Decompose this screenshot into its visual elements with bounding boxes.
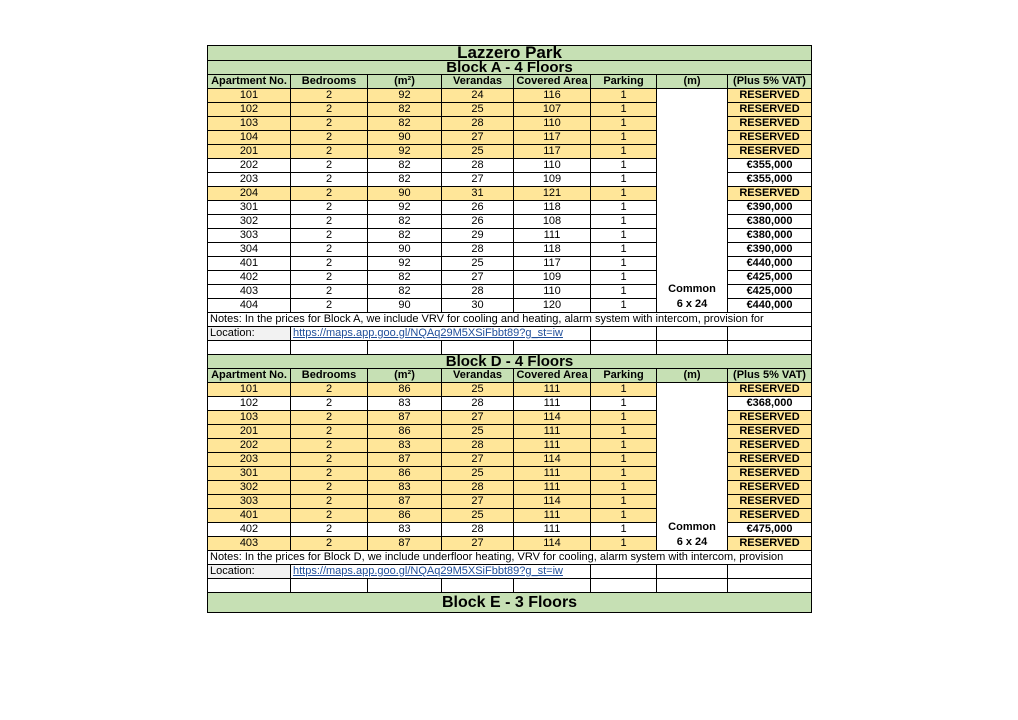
parking-type-label: Common xyxy=(668,521,716,533)
empty-cell xyxy=(591,327,657,341)
bedrooms-cell: 2 xyxy=(291,159,368,173)
empty-cell xyxy=(291,341,368,355)
area-cell: 86 xyxy=(368,509,442,523)
price-cell: RESERVED xyxy=(728,117,812,131)
covered-area-cell: 109 xyxy=(514,271,591,285)
area-header: (m²) xyxy=(368,369,442,383)
area-cell: 86 xyxy=(368,383,442,397)
covered-area-cell: 114 xyxy=(514,411,591,425)
empty-cell xyxy=(514,341,591,355)
verandas-cell: 27 xyxy=(442,271,514,285)
notes-text: Notes: In the prices for Block A, we include VRV for cooling and heating, alarm system with intercom, provision for xyxy=(208,313,812,327)
verandas-cell: 28 xyxy=(442,243,514,257)
price-cell: RESERVED xyxy=(728,439,812,453)
bedrooms-cell: 2 xyxy=(291,509,368,523)
price-cell: RESERVED xyxy=(728,131,812,145)
parking-cell: 1 xyxy=(591,187,657,201)
bedrooms-cell: 2 xyxy=(291,201,368,215)
apartment-no-cell: 301 xyxy=(208,201,291,215)
bedrooms-cell: 2 xyxy=(291,257,368,271)
covered-area-cell: 111 xyxy=(514,439,591,453)
location-link-cell xyxy=(291,327,591,341)
price-cell: €390,000 xyxy=(728,201,812,215)
empty-cell xyxy=(442,579,514,593)
parking-size-label: 6 x 24 xyxy=(676,536,708,548)
empty-cell xyxy=(208,579,291,593)
empty-cell xyxy=(728,327,812,341)
price-cell: RESERVED xyxy=(728,89,812,103)
covered-area-cell: 111 xyxy=(514,397,591,411)
covered-area-cell: 109 xyxy=(514,173,591,187)
covered-area-cell: 110 xyxy=(514,159,591,173)
location-label: Location: xyxy=(208,327,291,341)
area-cell: 87 xyxy=(368,411,442,425)
price-cell: €440,000 xyxy=(728,257,812,271)
parking-cell: 1 xyxy=(591,229,657,243)
bedrooms-header: Bedrooms xyxy=(291,75,368,89)
area-cell: 92 xyxy=(368,257,442,271)
apartment-no-cell: 103 xyxy=(208,411,291,425)
covered-area-cell: 111 xyxy=(514,509,591,523)
apartment-no-header: Apartment No. xyxy=(208,369,291,383)
apartment-no-cell: 201 xyxy=(208,145,291,159)
area-cell: 90 xyxy=(368,299,442,313)
column-header-row xyxy=(208,75,812,89)
covered-area-cell: 111 xyxy=(514,425,591,439)
area-cell: 90 xyxy=(368,187,442,201)
bedrooms-cell: 2 xyxy=(291,383,368,397)
verandas-cell: 27 xyxy=(442,453,514,467)
price-cell: €440,000 xyxy=(728,299,812,313)
bedrooms-cell: 2 xyxy=(291,145,368,159)
area-cell: 86 xyxy=(368,467,442,481)
covered-area-cell: 117 xyxy=(514,131,591,145)
blank-row xyxy=(208,579,812,593)
area-cell: 83 xyxy=(368,397,442,411)
empty-cell xyxy=(657,579,728,593)
empty-cell xyxy=(728,565,812,579)
price-cell: €425,000 xyxy=(728,285,812,299)
area-cell: 90 xyxy=(368,243,442,257)
apartment-no-cell: 402 xyxy=(208,523,291,537)
empty-cell xyxy=(657,341,728,355)
verandas-header: Verandas xyxy=(442,75,514,89)
bedrooms-cell: 2 xyxy=(291,495,368,509)
area-cell: 92 xyxy=(368,201,442,215)
verandas-cell: 27 xyxy=(442,411,514,425)
bedrooms-cell: 2 xyxy=(291,173,368,187)
area-cell: 86 xyxy=(368,425,442,439)
covered-area-cell: 117 xyxy=(514,145,591,159)
parking-cell: 1 xyxy=(591,131,657,145)
apartment-no-cell: 302 xyxy=(208,215,291,229)
bedrooms-cell: 2 xyxy=(291,425,368,439)
covered-area-cell: 111 xyxy=(514,523,591,537)
covered-area-cell: 117 xyxy=(514,257,591,271)
bedrooms-cell: 2 xyxy=(291,439,368,453)
area-cell: 90 xyxy=(368,131,442,145)
parking-cell: 1 xyxy=(591,243,657,257)
price-cell: €390,000 xyxy=(728,243,812,257)
empty-cell xyxy=(728,579,812,593)
verandas-cell: 29 xyxy=(442,229,514,243)
verandas-cell: 27 xyxy=(442,537,514,551)
apartment-no-cell: 203 xyxy=(208,453,291,467)
parking-cell: 1 xyxy=(591,285,657,299)
apartment-no-cell: 201 xyxy=(208,425,291,439)
empty-cell xyxy=(208,341,291,355)
apartment-no-cell: 204 xyxy=(208,187,291,201)
empty-cell xyxy=(657,565,728,579)
verandas-cell: 26 xyxy=(442,201,514,215)
price-header: (Plus 5% VAT) xyxy=(728,369,812,383)
parking-dimensions-cell xyxy=(657,383,728,551)
covered-area-cell: 118 xyxy=(514,243,591,257)
apartment-no-cell: 403 xyxy=(208,285,291,299)
parking-cell: 1 xyxy=(591,481,657,495)
covered-area-cell: 110 xyxy=(514,285,591,299)
empty-cell xyxy=(291,579,368,593)
parking-cell: 1 xyxy=(591,537,657,551)
parking-cell: 1 xyxy=(591,215,657,229)
area-cell: 83 xyxy=(368,481,442,495)
bedrooms-cell: 2 xyxy=(291,271,368,285)
covered-area-cell: 111 xyxy=(514,229,591,243)
price-cell: RESERVED xyxy=(728,481,812,495)
covered-area-cell: 110 xyxy=(514,117,591,131)
price-cell: €368,000 xyxy=(728,397,812,411)
bedrooms-cell: 2 xyxy=(291,103,368,117)
covered-area-cell: 121 xyxy=(514,187,591,201)
bedrooms-header: Bedrooms xyxy=(291,369,368,383)
apartment-no-cell: 102 xyxy=(208,103,291,117)
area-header: (m²) xyxy=(368,75,442,89)
apartment-no-cell: 104 xyxy=(208,131,291,145)
price-cell: RESERVED xyxy=(728,187,812,201)
price-cell: €355,000 xyxy=(728,173,812,187)
verandas-cell: 25 xyxy=(442,425,514,439)
empty-cell xyxy=(591,565,657,579)
verandas-cell: 26 xyxy=(442,215,514,229)
price-cell: €355,000 xyxy=(728,159,812,173)
location-row xyxy=(208,327,812,341)
area-cell: 82 xyxy=(368,229,442,243)
parking-dimensions-cell xyxy=(657,89,728,313)
bedrooms-cell: 2 xyxy=(291,187,368,201)
document-title: Lazzero Park xyxy=(208,46,812,61)
area-cell: 82 xyxy=(368,271,442,285)
covered-area-cell: 114 xyxy=(514,453,591,467)
area-cell: 82 xyxy=(368,173,442,187)
apartment-no-cell: 101 xyxy=(208,383,291,397)
apartment-no-cell: 303 xyxy=(208,495,291,509)
covered-area-cell: 114 xyxy=(514,495,591,509)
verandas-cell: 28 xyxy=(442,117,514,131)
parking-cell: 1 xyxy=(591,271,657,285)
verandas-cell: 24 xyxy=(442,89,514,103)
apartment-no-cell: 402 xyxy=(208,271,291,285)
area-cell: 92 xyxy=(368,89,442,103)
apartment-row xyxy=(208,383,812,397)
area-cell: 82 xyxy=(368,215,442,229)
parking-cell: 1 xyxy=(591,159,657,173)
parking-type-label: Common xyxy=(668,283,716,295)
parking-cell: 1 xyxy=(591,299,657,313)
empty-cell xyxy=(368,341,442,355)
verandas-cell: 25 xyxy=(442,383,514,397)
location-link[interactable]: https://maps.app.goo.gl/NQAq29M5XSiFbbt89?g_st=iw xyxy=(293,565,563,577)
apartment-no-cell: 102 xyxy=(208,397,291,411)
apartment-no-cell: 202 xyxy=(208,439,291,453)
apartment-no-cell: 302 xyxy=(208,481,291,495)
empty-cell xyxy=(591,579,657,593)
column-header-row xyxy=(208,369,812,383)
covered-area-cell: 111 xyxy=(514,481,591,495)
location-row xyxy=(208,565,812,579)
parking-dim-header: (m) xyxy=(657,75,728,89)
verandas-cell: 28 xyxy=(442,481,514,495)
verandas-header: Verandas xyxy=(442,369,514,383)
bedrooms-cell: 2 xyxy=(291,299,368,313)
price-cell: €475,000 xyxy=(728,523,812,537)
parking-cell: 1 xyxy=(591,201,657,215)
empty-cell xyxy=(591,341,657,355)
empty-cell xyxy=(728,341,812,355)
covered-area-cell: 116 xyxy=(514,89,591,103)
bedrooms-cell: 2 xyxy=(291,537,368,551)
bedrooms-cell: 2 xyxy=(291,229,368,243)
location-link-cell xyxy=(291,565,591,579)
covered-area-cell: 114 xyxy=(514,537,591,551)
apartment-row xyxy=(208,89,812,103)
parking-cell: 1 xyxy=(591,145,657,159)
empty-cell xyxy=(442,341,514,355)
area-cell: 83 xyxy=(368,439,442,453)
apartment-no-cell: 101 xyxy=(208,89,291,103)
price-cell: RESERVED xyxy=(728,537,812,551)
apartment-no-cell: 301 xyxy=(208,467,291,481)
covered-area-cell: 118 xyxy=(514,201,591,215)
apartment-no-cell: 401 xyxy=(208,257,291,271)
area-cell: 82 xyxy=(368,285,442,299)
covered-area-cell: 107 xyxy=(514,103,591,117)
notes-row xyxy=(208,313,812,327)
verandas-cell: 25 xyxy=(442,257,514,271)
apartment-no-cell: 403 xyxy=(208,537,291,551)
verandas-cell: 25 xyxy=(442,509,514,523)
bedrooms-cell: 2 xyxy=(291,215,368,229)
area-cell: 82 xyxy=(368,103,442,117)
block-title-row xyxy=(208,593,812,613)
bedrooms-cell: 2 xyxy=(291,397,368,411)
verandas-cell: 28 xyxy=(442,159,514,173)
bedrooms-cell: 2 xyxy=(291,453,368,467)
verandas-cell: 28 xyxy=(442,439,514,453)
covered-area-cell: 111 xyxy=(514,383,591,397)
verandas-cell: 30 xyxy=(442,299,514,313)
verandas-cell: 25 xyxy=(442,145,514,159)
price-cell: RESERVED xyxy=(728,467,812,481)
covered-area-header: Covered Area xyxy=(514,75,591,89)
verandas-cell: 31 xyxy=(442,187,514,201)
bedrooms-cell: 2 xyxy=(291,117,368,131)
parking-cell: 1 xyxy=(591,453,657,467)
area-cell: 83 xyxy=(368,523,442,537)
price-cell: €380,000 xyxy=(728,229,812,243)
verandas-cell: 28 xyxy=(442,523,514,537)
parking-size-label: 6 x 24 xyxy=(676,298,708,310)
apartment-no-cell: 304 xyxy=(208,243,291,257)
price-cell: RESERVED xyxy=(728,425,812,439)
bedrooms-cell: 2 xyxy=(291,89,368,103)
covered-area-header: Covered Area xyxy=(514,369,591,383)
apartment-no-cell: 404 xyxy=(208,299,291,313)
apartment-no-header: Apartment No. xyxy=(208,75,291,89)
price-cell: RESERVED xyxy=(728,145,812,159)
area-cell: 87 xyxy=(368,495,442,509)
price-list-table xyxy=(207,45,812,613)
verandas-cell: 27 xyxy=(442,131,514,145)
bedrooms-cell: 2 xyxy=(291,131,368,145)
bedrooms-cell: 2 xyxy=(291,481,368,495)
notes-row xyxy=(208,551,812,565)
parking-cell: 1 xyxy=(591,439,657,453)
block-title: Block E - 3 Floors xyxy=(208,593,812,613)
price-cell: RESERVED xyxy=(728,411,812,425)
price-cell: RESERVED xyxy=(728,509,812,523)
parking-cell: 1 xyxy=(591,467,657,481)
blank-row xyxy=(208,341,812,355)
title-row xyxy=(208,46,812,61)
location-link[interactable]: https://maps.app.goo.gl/NQAq29M5XSiFbbt89?g_st=iw xyxy=(293,327,563,339)
block-title: Block D - 4 Floors xyxy=(208,355,812,369)
parking-cell: 1 xyxy=(591,89,657,103)
price-cell: €380,000 xyxy=(728,215,812,229)
parking-cell: 1 xyxy=(591,411,657,425)
parking-cell: 1 xyxy=(591,523,657,537)
verandas-cell: 28 xyxy=(442,397,514,411)
verandas-cell: 28 xyxy=(442,285,514,299)
area-cell: 92 xyxy=(368,145,442,159)
notes-text: Notes: In the prices for Block D, we include underfloor heating, VRV for cooling, alarm system with intercom, provision xyxy=(208,551,812,565)
parking-cell: 1 xyxy=(591,397,657,411)
price-cell: RESERVED xyxy=(728,453,812,467)
bedrooms-cell: 2 xyxy=(291,243,368,257)
area-cell: 87 xyxy=(368,453,442,467)
area-cell: 87 xyxy=(368,537,442,551)
covered-area-cell: 108 xyxy=(514,215,591,229)
bedrooms-cell: 2 xyxy=(291,285,368,299)
block-title: Block A - 4 Floors xyxy=(208,61,812,75)
empty-cell xyxy=(657,327,728,341)
parking-cell: 1 xyxy=(591,173,657,187)
price-header: (Plus 5% VAT) xyxy=(728,75,812,89)
bedrooms-cell: 2 xyxy=(291,467,368,481)
parking-cell: 1 xyxy=(591,383,657,397)
bedrooms-cell: 2 xyxy=(291,523,368,537)
covered-area-cell: 120 xyxy=(514,299,591,313)
parking-cell: 1 xyxy=(591,509,657,523)
parking-dim-header: (m) xyxy=(657,369,728,383)
parking-cell: 1 xyxy=(591,425,657,439)
parking-cell: 1 xyxy=(591,117,657,131)
empty-cell xyxy=(368,579,442,593)
verandas-cell: 27 xyxy=(442,173,514,187)
parking-cell: 1 xyxy=(591,257,657,271)
covered-area-cell: 111 xyxy=(514,467,591,481)
parking-cell: 1 xyxy=(591,495,657,509)
apartment-no-cell: 203 xyxy=(208,173,291,187)
parking-header: Parking xyxy=(591,75,657,89)
price-cell: RESERVED xyxy=(728,495,812,509)
location-label: Location: xyxy=(208,565,291,579)
block-title-row xyxy=(208,61,812,75)
parking-cell: 1 xyxy=(591,103,657,117)
price-cell: €425,000 xyxy=(728,271,812,285)
parking-header: Parking xyxy=(591,369,657,383)
empty-cell xyxy=(514,579,591,593)
price-cell: RESERVED xyxy=(728,383,812,397)
apartment-no-cell: 202 xyxy=(208,159,291,173)
apartment-no-cell: 401 xyxy=(208,509,291,523)
price-cell: RESERVED xyxy=(728,103,812,117)
verandas-cell: 25 xyxy=(442,467,514,481)
block-title-row xyxy=(208,355,812,369)
bedrooms-cell: 2 xyxy=(291,411,368,425)
verandas-cell: 27 xyxy=(442,495,514,509)
apartment-no-cell: 103 xyxy=(208,117,291,131)
apartment-no-cell: 303 xyxy=(208,229,291,243)
verandas-cell: 25 xyxy=(442,103,514,117)
area-cell: 82 xyxy=(368,159,442,173)
area-cell: 82 xyxy=(368,117,442,131)
